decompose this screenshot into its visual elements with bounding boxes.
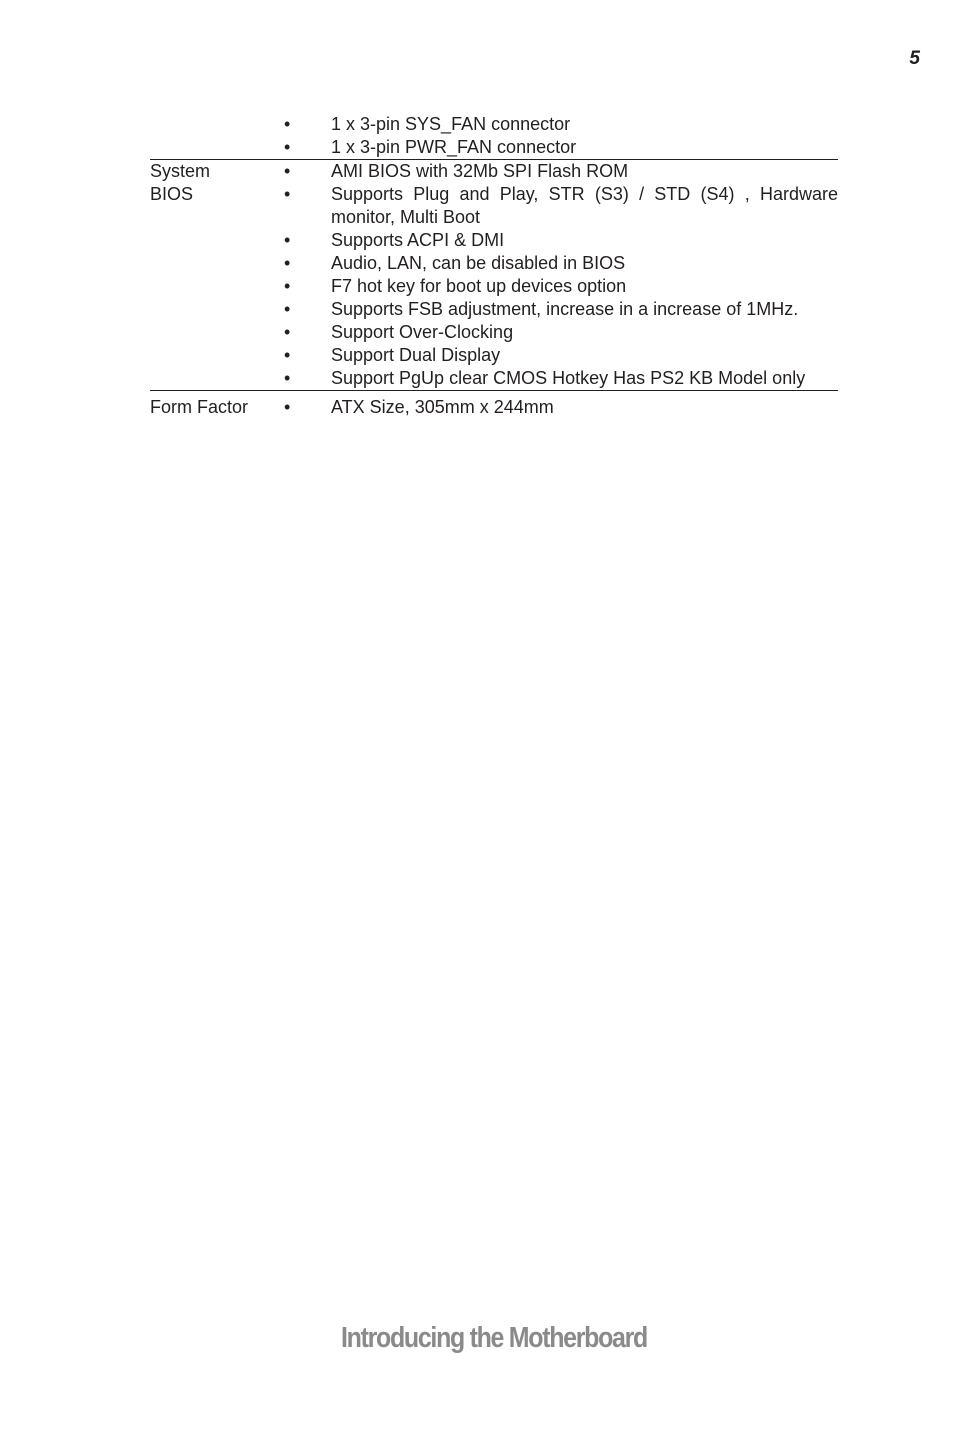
item-text: ATX Size, 305mm x 244mm bbox=[331, 397, 554, 417]
list-item bbox=[275, 229, 838, 252]
bullet: • bbox=[284, 230, 291, 250]
spec-items bbox=[275, 160, 838, 390]
list-item bbox=[275, 183, 838, 229]
bullet: • bbox=[284, 368, 291, 388]
label-line: System bbox=[150, 161, 211, 181]
spec-table bbox=[150, 113, 838, 419]
spec-label bbox=[150, 113, 275, 159]
bullet: • bbox=[284, 299, 291, 319]
spec-row-form-factor bbox=[150, 390, 838, 419]
list-item bbox=[275, 321, 838, 344]
list-item bbox=[275, 298, 838, 321]
list-item bbox=[275, 160, 838, 183]
item-text: Support Over-Clocking bbox=[331, 322, 514, 342]
list-item bbox=[275, 275, 838, 298]
item-text: Supports FSB adjustment, increase in a increase of 1MHz. bbox=[331, 299, 799, 319]
item-text: 1 x 3-pin PWR_FAN connector bbox=[331, 137, 577, 157]
item-text: Support PgUp clear CMOS Hotkey Has PS2 KB Model only bbox=[331, 368, 806, 388]
bullet: • bbox=[284, 397, 291, 417]
spec-items bbox=[275, 396, 838, 419]
item-text: Audio, LAN, can be disabled in BIOS bbox=[331, 253, 626, 273]
label-line: BIOS bbox=[150, 184, 194, 204]
bullet: • bbox=[284, 137, 291, 157]
bullet: • bbox=[284, 253, 291, 273]
bullet: • bbox=[284, 322, 291, 342]
list-item bbox=[275, 396, 838, 419]
item-text: Supports Plug and Play, STR (S3) / STD (S4) , Hardware monitor, Multi Boot bbox=[331, 184, 838, 227]
bullet: • bbox=[284, 114, 291, 134]
item-text: F7 hot key for boot up devices option bbox=[331, 276, 627, 296]
spec-label-system-bios bbox=[150, 160, 275, 390]
spec-row-fan-connectors bbox=[150, 113, 838, 159]
bullet: • bbox=[284, 276, 291, 296]
bullet: • bbox=[284, 161, 291, 181]
item-text: 1 x 3-pin SYS_FAN connector bbox=[331, 114, 571, 134]
spec-row-system-bios bbox=[150, 159, 838, 390]
spec-items bbox=[275, 113, 838, 159]
label-line: Form Factor bbox=[150, 397, 249, 417]
list-item bbox=[275, 252, 838, 275]
list-item bbox=[275, 136, 838, 159]
page-number: 5 bbox=[909, 48, 920, 69]
list-item bbox=[275, 344, 838, 367]
bullet: • bbox=[284, 345, 291, 365]
spec-label-form-factor bbox=[150, 396, 275, 419]
item-text: AMI BIOS with 32Mb SPI Flash ROM bbox=[331, 161, 629, 181]
footer-title: Introducing the Motherboard bbox=[341, 1322, 647, 1354]
item-text: Supports ACPI & DMI bbox=[331, 230, 505, 250]
list-item bbox=[275, 367, 838, 390]
list-item bbox=[275, 113, 838, 136]
item-text: Support Dual Display bbox=[331, 345, 501, 365]
bullet: • bbox=[284, 184, 291, 204]
